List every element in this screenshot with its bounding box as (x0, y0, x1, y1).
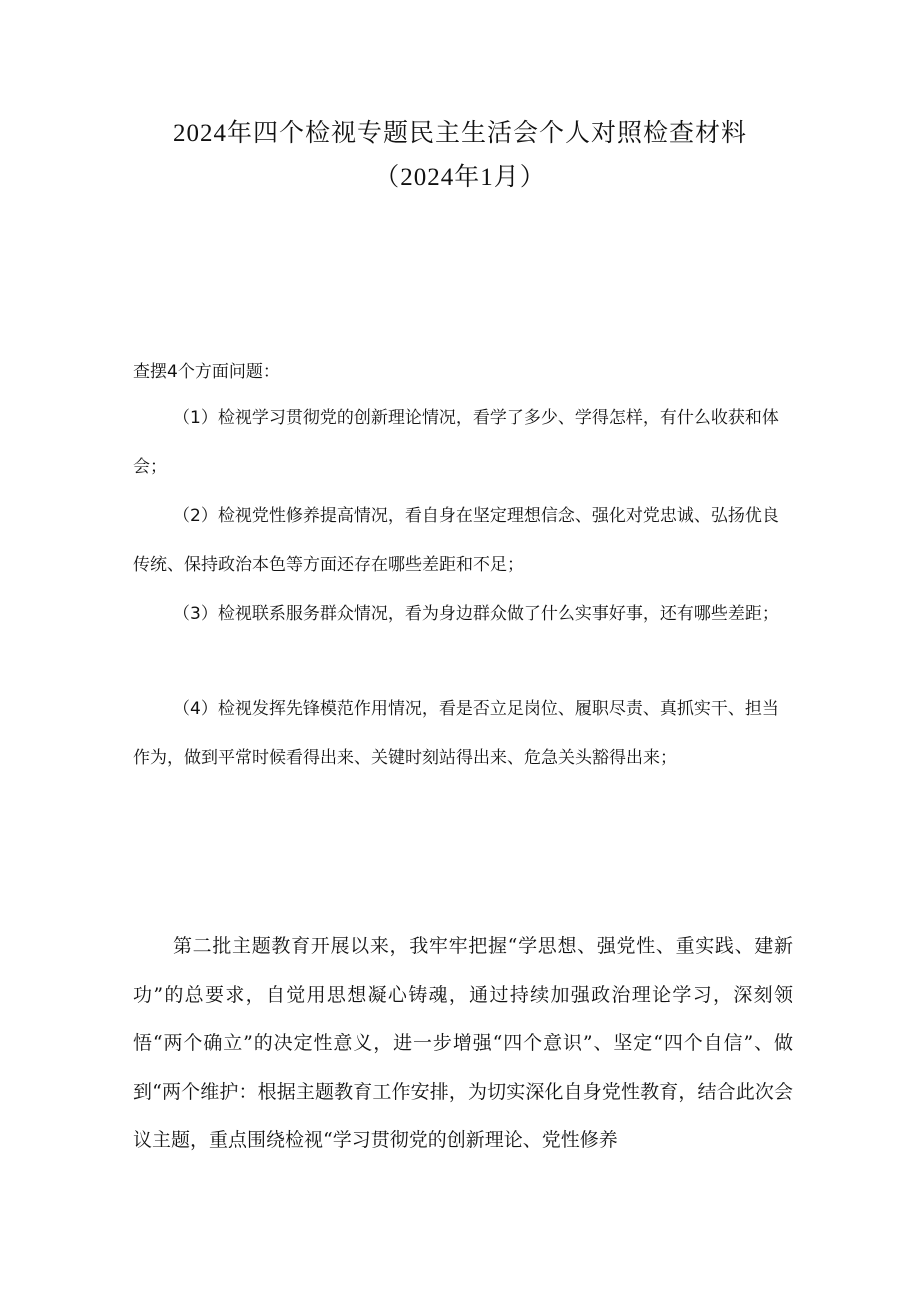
document-subtitle: （2024年1月） (374, 164, 546, 191)
intro-text: 查摆4个方面问题： (133, 362, 280, 382)
issue-item-3: （3）检视联系服务群众情况，看为身边群众做了什么实事好事，还有哪些差距； (173, 604, 779, 624)
issue-item-1: （1）检视学习贯彻党的创新理论情况，看学了多少、学得怎样，有什么收获和体会； (133, 408, 779, 477)
issue-item-2: （2）检视党性修养提高情况，看自身在坚定理想信念、强化对党忠诚、弘扬优良传统、保持政治本色等方面还存在哪些差距和不足； (133, 506, 779, 575)
issue-item-4: （4）检视发挥先锋模范作用情况，看是否立足岗位、履职尽责、真抓实干、担当作为，做到平常时候看得出来、关键时刻站得出来、危急关头豁得出来； (133, 699, 779, 768)
document-title: 2024年四个检视专题民主生活会个人对照检查材料 (172, 120, 747, 147)
body-paragraph: 第二批主题教育开展以来，我牢牢把握“学思想、强党性、重实践、建新功”的总要求，自觉用思想凝心铸魂，通过持续加强政治理论学习，深刻领悟“两个确立”的决定性意义，进一步增强“四个意识”、坚定“四个自信”、做到“两个维护：根据主题教育工作安排，为切实深化自身党性教育，结合此次会议主题，重点围绕检视“学习贯彻党的创新理论、党性修养 (133, 935, 793, 1151)
